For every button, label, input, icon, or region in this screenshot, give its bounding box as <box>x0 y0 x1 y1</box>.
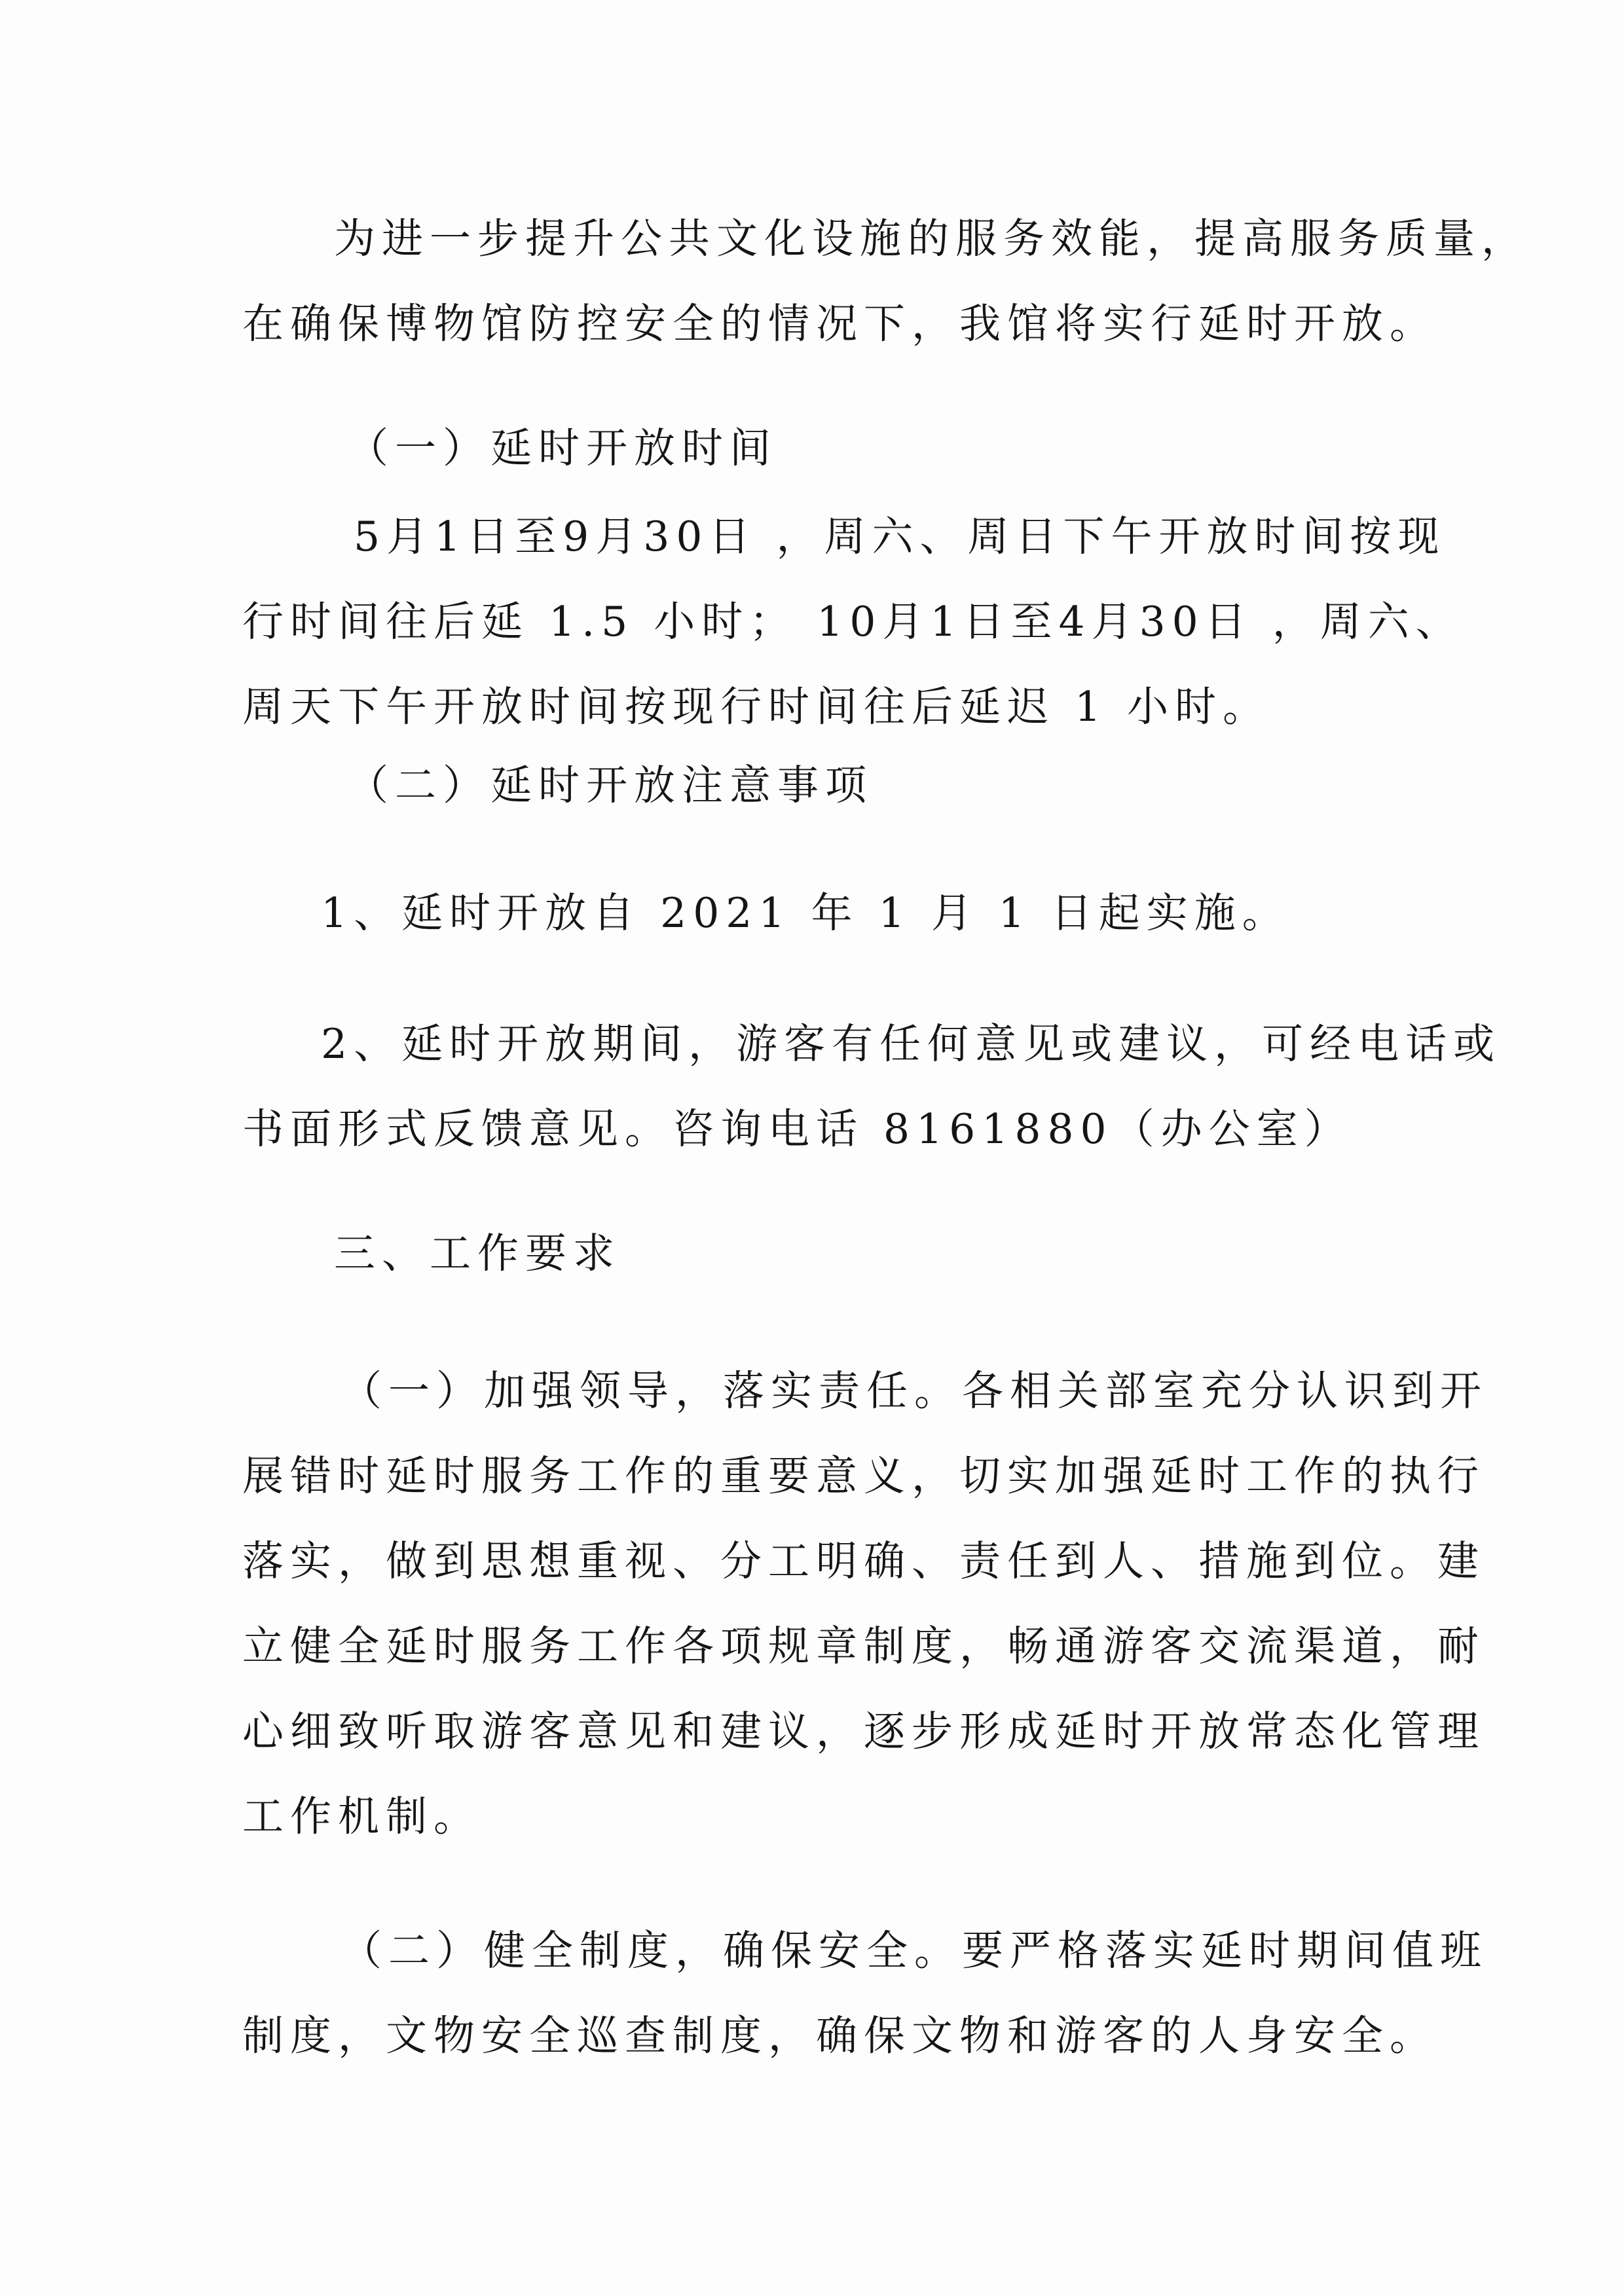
text-line: 工作机制。 <box>242 1793 481 1840</box>
paragraph-requirement-2 <box>242 1908 1488 2079</box>
paragraph-intro <box>242 196 1529 367</box>
text-line: 书面形式反馈意见。咨询电话 8161880（办公室） <box>242 1105 1352 1153</box>
text-line: 立健全延时服务工作各项规章制度，畅通游客交流渠道，耐 <box>242 1622 1485 1670</box>
heading-text: （一）延时开放时间 <box>347 424 777 472</box>
text-line: （一）加强领导，落实责任。各相关部室充分认识到开 <box>341 1367 1488 1415</box>
text-line: 周天下午开放时间按现行时间往后延迟 1 小时。 <box>242 683 1271 731</box>
text-line: 制度，文物安全巡查制度，确保文物和游客的人身安全。 <box>242 2012 1437 2060</box>
section-heading-notes <box>242 743 1388 828</box>
text-line: 1、延时开放自 2021 年 1 月 1 日起实施。 <box>321 889 1290 937</box>
text-line: 5月1日至9月30日 ，周六、周日下午开放时间按现 <box>354 513 1446 560</box>
text-line: 2、延时开放期间，游客有任何意见或建议，可经电话或 <box>321 1020 1502 1068</box>
text-line: 落实，做到思想重视、分工明确、责任到人、措施到位。建 <box>242 1537 1485 1585</box>
paragraph-open-times <box>242 494 1464 750</box>
heading-text: （二）延时开放注意事项 <box>347 761 873 809</box>
heading-text: 三、工作要求 <box>334 1230 621 1277</box>
text-line: 心细致听取游客意见和建议，逐步形成延时开放常态化管理 <box>242 1707 1485 1755</box>
section-heading-requirements <box>242 1211 1388 1296</box>
text-line: （二）健全制度，确保安全。要严格落实延时期间值班 <box>341 1927 1488 1975</box>
section-heading-open-time <box>242 406 1388 491</box>
text-line: 行时间往后延 1.5 小时； 10月1日至4月30日 ，周六、 <box>242 598 1464 646</box>
paragraph-note-2 <box>242 1002 1502 1172</box>
text-line: 展错时延时服务工作的重要意义，切实加强延时工作的执行 <box>242 1452 1485 1500</box>
text-line: 为进一步提升公共文化设施的服务效能，提高服务质量， <box>334 215 1529 263</box>
paragraph-requirement-1 <box>242 1349 1488 1859</box>
paragraph-note-1 <box>242 871 1388 956</box>
text-line: 在确保博物馆防控安全的情况下，我馆将实行延时开放。 <box>242 300 1437 348</box>
